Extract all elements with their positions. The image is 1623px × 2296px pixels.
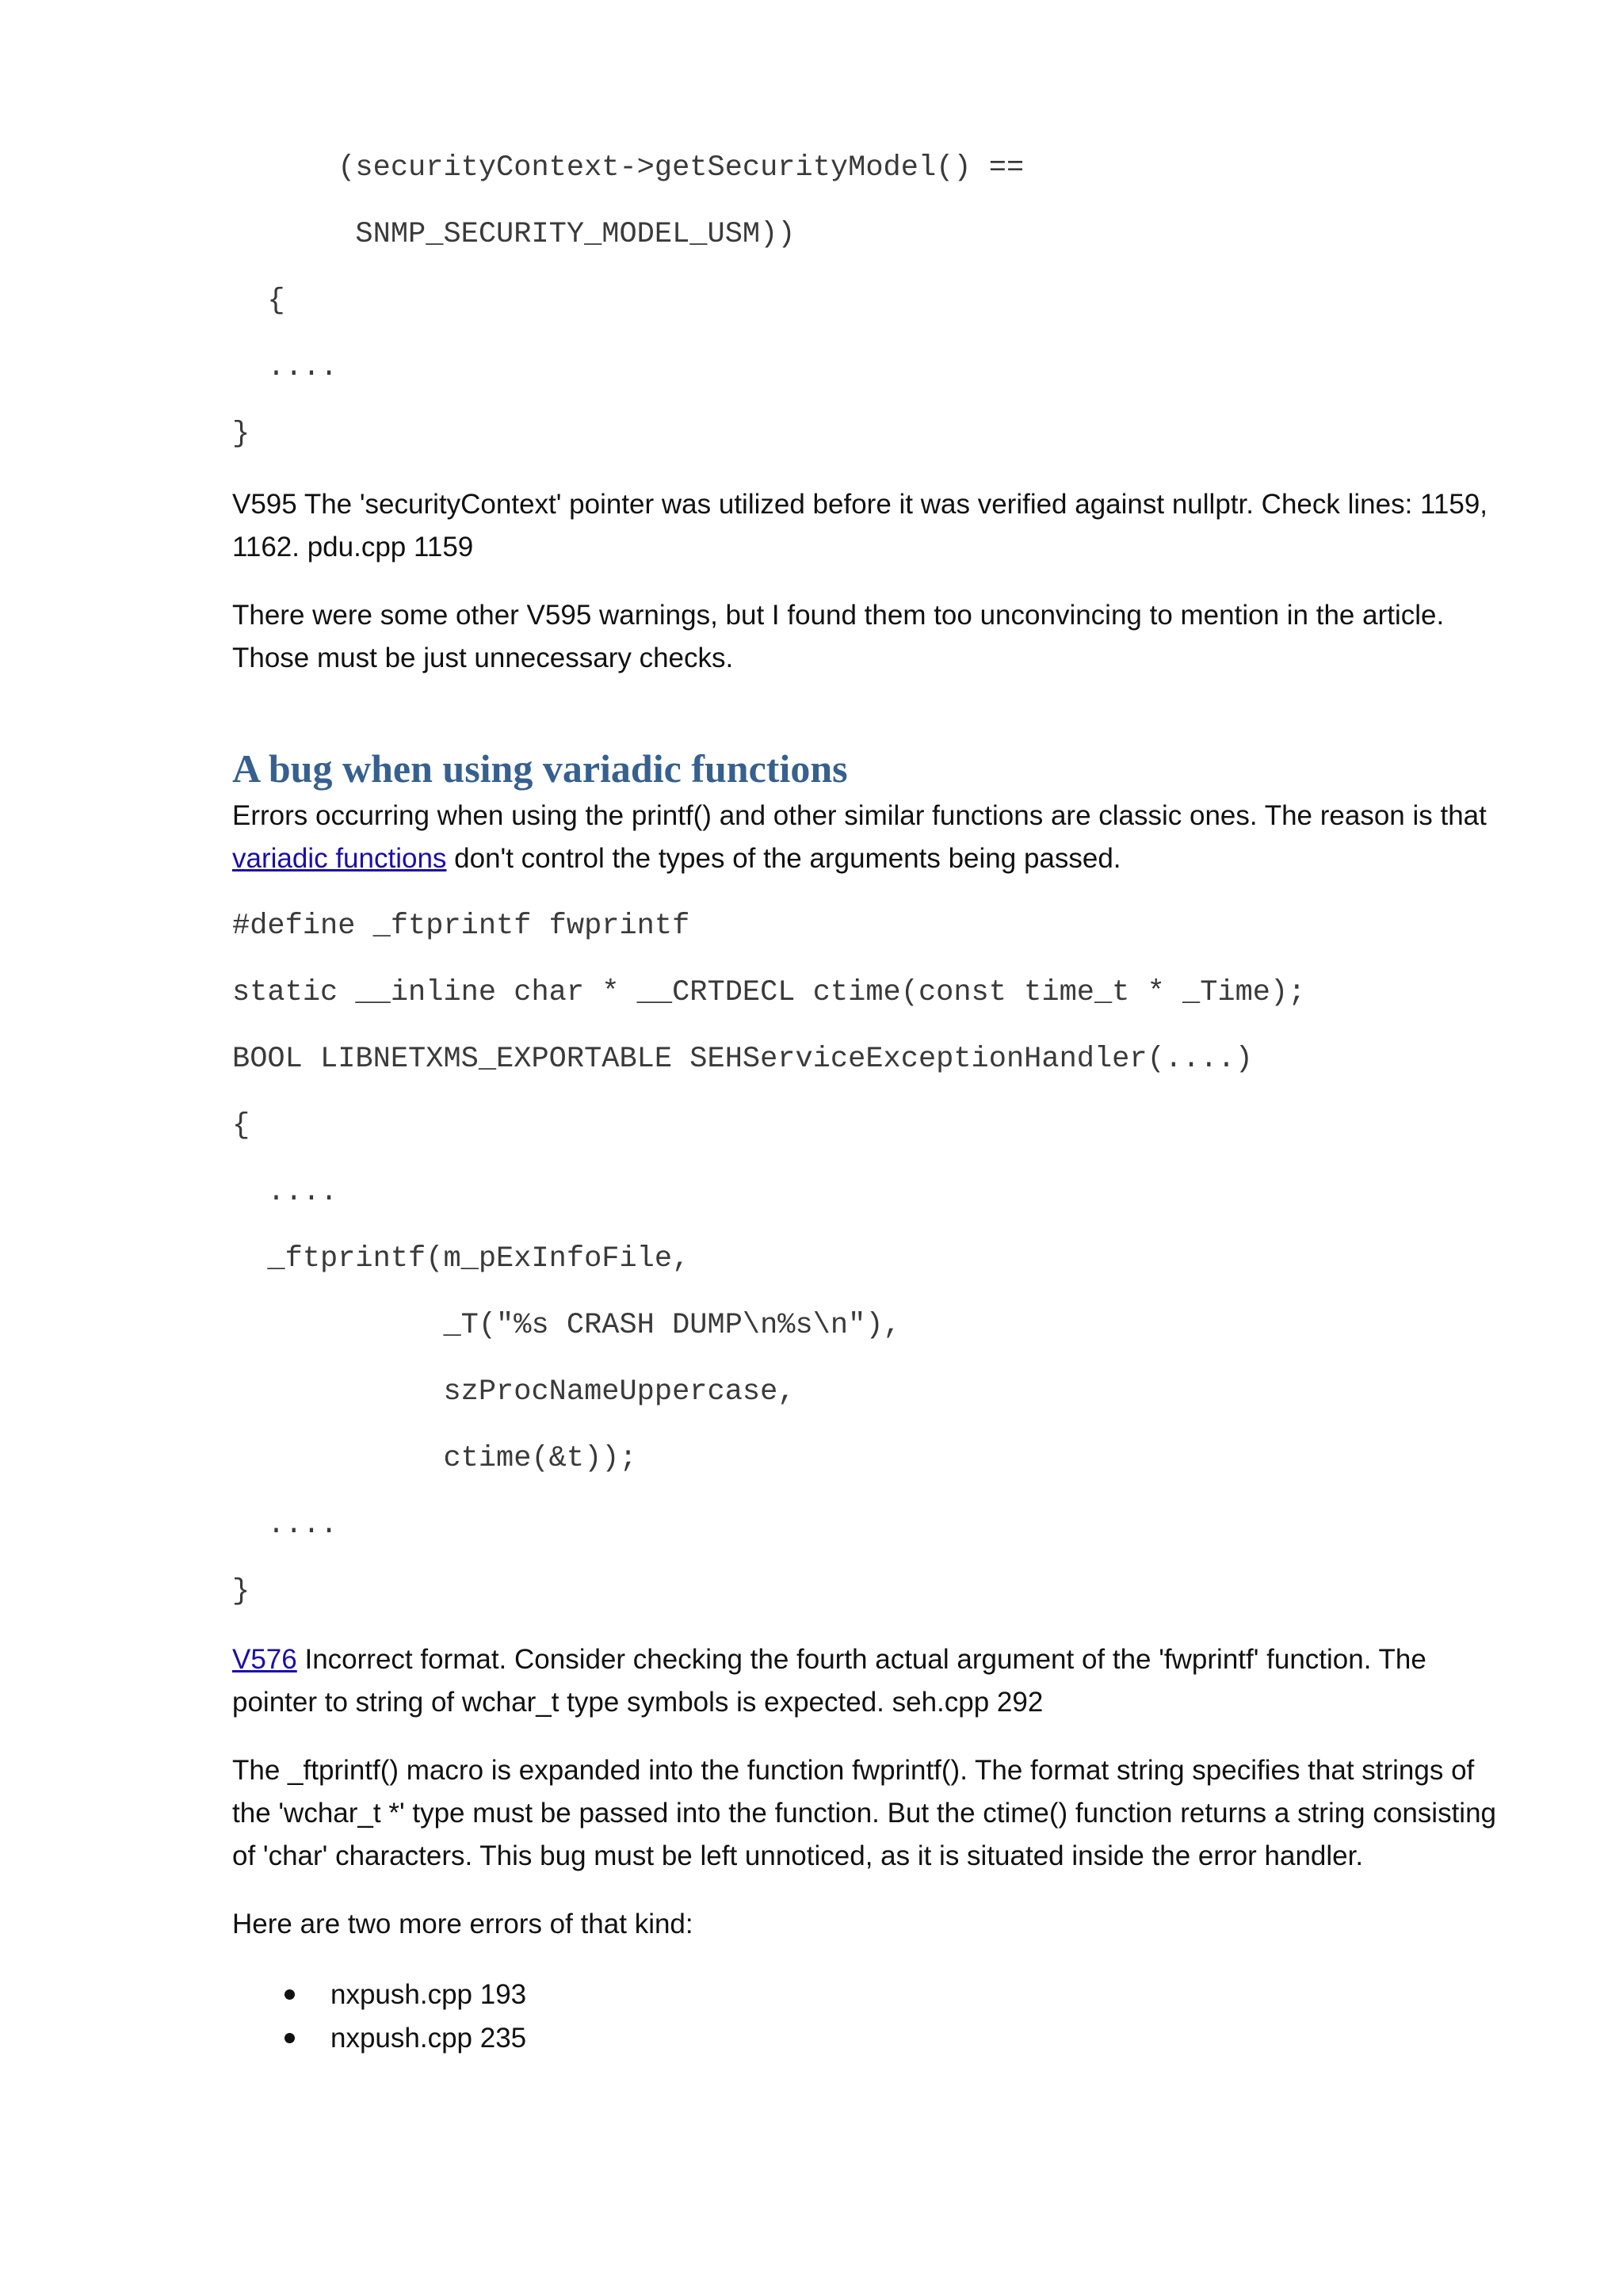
code-line: }	[232, 418, 250, 451]
list-item	[232, 2016, 526, 2060]
code-line: SNMP_SECURITY_MODEL_USM))	[232, 218, 796, 251]
intro-text-after-link: don't control the types of the arguments being passed.	[446, 843, 1121, 874]
variadic-functions-link[interactable]: variadic functions	[232, 843, 447, 874]
intro-text-before-link: Errors occurring when using the printf() and other similar functions are classic ones. The reason is that	[232, 800, 1487, 831]
code-line: {	[232, 1109, 250, 1142]
code-line: }	[232, 1575, 250, 1608]
code-line: #define _ftprintf fwprintf	[232, 910, 690, 943]
bullet-icon	[285, 2033, 295, 2043]
more-errors-intro: Here are two more errors of that kind:	[232, 1909, 693, 1939]
code-line: static __inline char * __CRTDECL ctime(const time_t * _Time);	[232, 976, 1306, 1009]
list-item-text: nxpush.cpp 193	[330, 1979, 527, 2010]
more-errors-list	[232, 1973, 526, 2060]
code-line: ....	[232, 351, 338, 384]
list-item	[232, 1973, 526, 2016]
code-line: ctime(&t));	[232, 1442, 637, 1475]
code-line: (securityContext->getSecurityModel() ==	[232, 151, 1025, 185]
code-line: szProcNameUppercase,	[232, 1375, 796, 1409]
v576-link[interactable]: V576	[232, 1644, 297, 1675]
diagnostic-v576-paragraph	[232, 1638, 1500, 1724]
other-warnings-paragraph: There were some other V595 warnings, but I found them too unconvincing to mention in the article. Those must be just unnecessary checks.	[232, 600, 1445, 673]
code-line: ....	[232, 1176, 338, 1209]
bullet-icon	[285, 1989, 295, 2000]
code-line: _T("%s CRASH DUMP\n%s\n"),	[232, 1309, 901, 1342]
diagnostic-v595-paragraph: V595 The 'securityContext' pointer was utilized before it was verified against nullptr. Check lines: 1159, 1162. pdu.cpp 1159	[232, 489, 1488, 563]
explanation-paragraph: The _ftprintf() macro is expanded into the function fwprintf(). The format string specifies that strings of the 'wchar_t *' type must be passed into the function. But the ctime() function returns a string consisting of 'char' characters. This bug must be left unnoticed, as it is situated inside the error handler.	[232, 1755, 1497, 1871]
section-heading: A bug when using variadic functions	[232, 746, 848, 791]
code-line: {	[232, 284, 285, 318]
diagnostic-v576-text: Incorrect format. Consider checking the fourth actual argument of the 'fwprintf' function. The pointer to string of wchar_t type symbols is expected. seh.cpp 292	[232, 1644, 1426, 1718]
section-intro-paragraph	[232, 795, 1500, 880]
code-line: _ftprintf(m_pExInfoFile,	[232, 1242, 690, 1276]
list-item-text: nxpush.cpp 235	[330, 2023, 527, 2054]
code-line: BOOL LIBNETXMS_EXPORTABLE SEHServiceExceptionHandler(....)	[232, 1043, 1253, 1076]
code-line: ....	[232, 1508, 338, 1542]
